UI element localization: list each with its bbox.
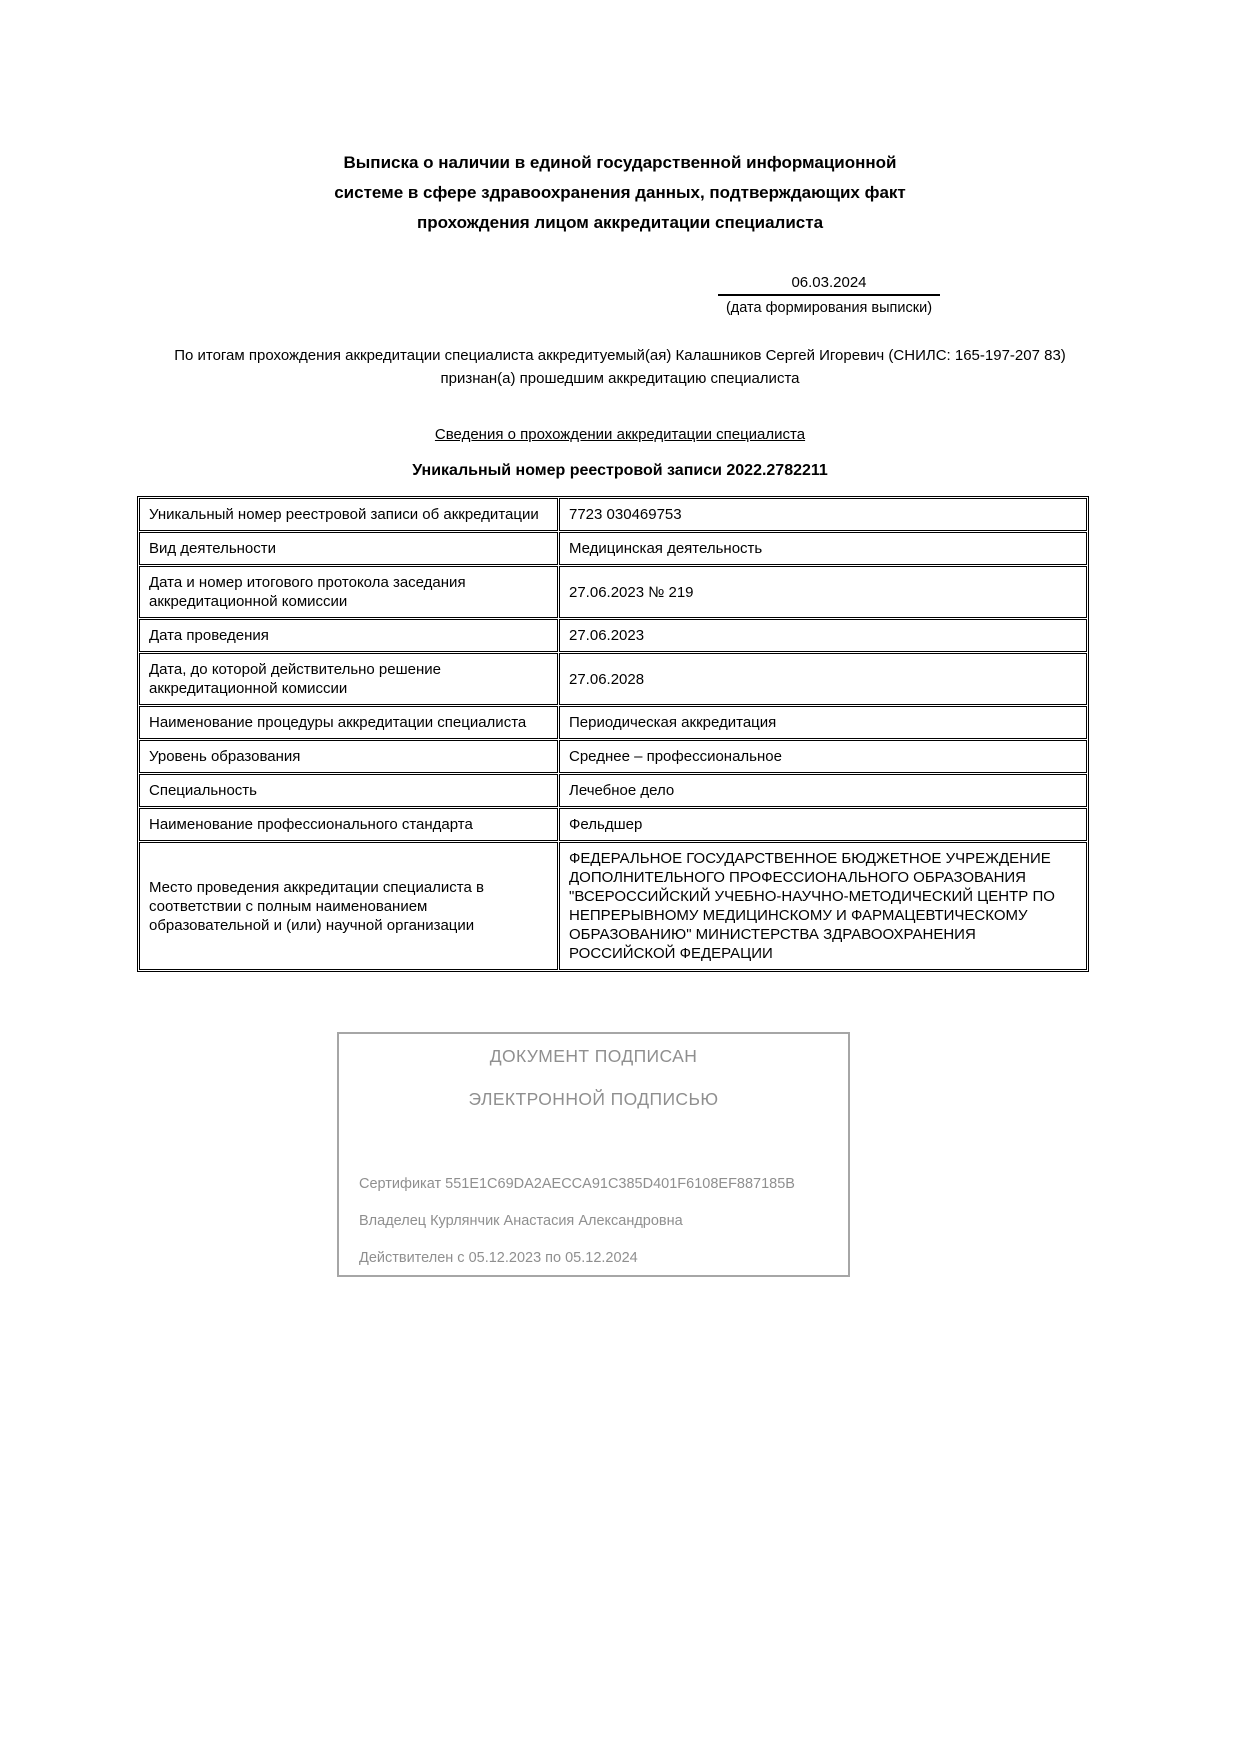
intro-paragraph — [0, 344, 1240, 390]
row-value: Лечебное дело — [559, 774, 1087, 807]
row-label: Уровень образования — [139, 740, 558, 773]
row-value: Среднее – профессиональное — [559, 740, 1087, 773]
signature-validity: Действителен с 05.12.2023 по 05.12.2024 — [359, 1250, 638, 1266]
table-row — [139, 842, 1087, 970]
signature-title-line-1: ДОКУМЕНТ ПОДПИСАН — [489, 1046, 698, 1066]
row-label: Место проведения аккредитации специалиста в соответствии с полным наименованием образовательной и (или) научной организации — [139, 842, 558, 970]
issue-date-block — [718, 274, 940, 316]
table-row — [139, 532, 1087, 565]
row-value: 27.06.2023 — [559, 619, 1087, 652]
table-row — [139, 706, 1087, 739]
row-value: Медицинская деятельность — [559, 532, 1087, 565]
table-row — [139, 619, 1087, 652]
row-value: ФЕДЕРАЛЬНОЕ ГОСУДАРСТВЕННОЕ БЮДЖЕТНОЕ УЧРЕЖДЕНИЕ ДОПОЛНИТЕЛЬНОГО ПРОФЕССИОНАЛЬНОГО ОБРАЗОВАНИЯ "ВСЕРОССИЙСКИЙ УЧЕБНО-НАУЧНО-МЕТОДИЧЕСКИЙ ЦЕНТР ПО НЕПРЕРЫВНОМУ МЕДИЦИНСКОМУ И ФАРМАЦЕВТИЧЕСКОМУ ОБРАЗОВАНИЮ" МИНИСТЕРСТВА ЗДРАВООХРАНЕНИЯ РОССИЙСКОЙ ФЕДЕРАЦИИ — [559, 842, 1087, 970]
signature-block — [337, 1032, 850, 1277]
row-label: Дата, до которой действительно решение аккредитационной комиссии — [139, 653, 558, 705]
table-row — [139, 566, 1087, 618]
table-row — [139, 808, 1087, 841]
row-label: Наименование процедуры аккредитации специалиста — [139, 706, 558, 739]
accreditation-table — [137, 496, 1089, 972]
document-title-line-2: системе в сфере здравоохранения данных, подтверждающих факт — [334, 183, 906, 202]
issue-date-caption: (дата формирования выписки) — [725, 300, 933, 316]
row-label: Дата и номер итогового протокола заседания аккредитационной комиссии — [139, 566, 558, 618]
row-label: Наименование профессионального стандарта — [139, 808, 558, 841]
row-label: Уникальный номер реестровой записи об аккредитации — [139, 498, 558, 531]
row-value: 27.06.2028 — [559, 653, 1087, 705]
table-row — [139, 740, 1087, 773]
row-value: 27.06.2023 № 219 — [559, 566, 1087, 618]
table-row — [139, 498, 1087, 531]
document-title — [0, 148, 1240, 238]
signature-certificate: Сертификат 551E1C69DA2AECCA91C385D401F6108EF887185B — [359, 1176, 795, 1192]
row-label: Дата проведения — [139, 619, 558, 652]
section-heading: Сведения о прохождении аккредитации специалиста — [434, 426, 806, 443]
row-label: Специальность — [139, 774, 558, 807]
document-title-line-3: прохождения лицом аккредитации специалиста — [416, 213, 824, 232]
issue-date: 06.03.2024 — [718, 274, 940, 296]
signature-owner: Владелец Курлянчик Анастасия Александровна — [359, 1213, 683, 1229]
registry-number-heading: Уникальный номер реестровой записи 2022.2782211 — [412, 462, 828, 479]
document-title-line-1: Выписка о наличии в единой государственной информационной — [343, 153, 897, 172]
table-row — [139, 653, 1087, 705]
intro-line-2: признан(а) прошедшим аккредитацию специалиста — [440, 370, 800, 387]
row-value: Фельдшер — [559, 808, 1087, 841]
accreditation-table-body — [139, 498, 1087, 970]
row-value: Периодическая аккредитация — [559, 706, 1087, 739]
row-value: 7723 030469753 — [559, 498, 1087, 531]
table-row — [139, 774, 1087, 807]
signature-title-line-2: ЭЛЕКТРОННОЙ ПОДПИСЬЮ — [468, 1089, 719, 1109]
intro-line-1: По итогам прохождения аккредитации специалиста аккредитуемый(ая) Калашников Сергей Игоревич (СНИЛС: 165-197-207 83) — [174, 347, 1066, 364]
row-label: Вид деятельности — [139, 532, 558, 565]
